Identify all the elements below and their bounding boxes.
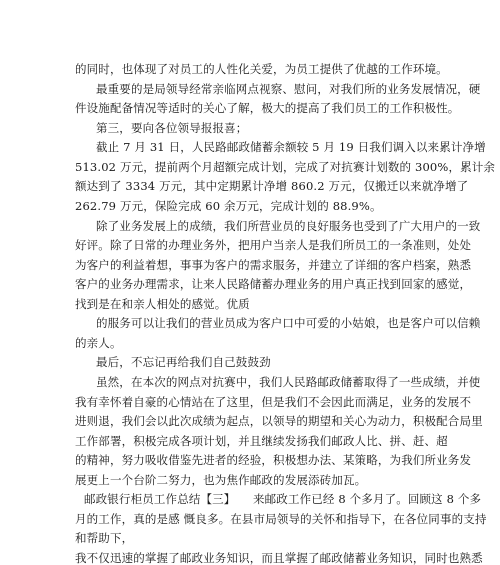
text-line: 找到是在和亲人相处的感觉。优质 [75,296,250,311]
text-line: 客户的业务办理需求，让来人民路储蓄办理业务的用户真正找到回家的感觉， [75,277,472,292]
text-line: 邮政银行柜员工作总结【三】 来邮政工作已经 8 个多月了。回顾这 8 个多 [84,492,482,507]
text-line: 和帮助下， [75,531,134,546]
text-line: 的同时，也体现了对员工的人性化关爱，为员工提供了优越的工作环境。 [75,62,448,76]
text-line: 件设施配备情况等适时的关心了解，极大的提高了我们员工的工作积极性。 [75,101,460,116]
text-line: 虽然，在本次的网点对抗赛中，我们人民路邮政储蓄取得了一些成绩，并使 [96,375,481,389]
text-line: 513.02 万元，提前两个月超额完成计划，完成了对抗赛计划数的 300%，累计余 [75,159,496,174]
text-line: 最重要的是局领导经常亲临网点视察、慰问，对我们所的业务发展情况，硬 [96,81,481,96]
text-line: 第三，要向各位领导报报喜； [96,120,248,135]
text-line: 工作部署，积极完成各项计划，并且继续发扬我们邮政人比、拼、赶、超 [75,433,448,448]
text-line: 进则退，我们会以此次成绩为起点，以领导的期望和关心为动力，积极配合局里 [75,414,483,429]
text-line: 的服务可以让我们的营业员成为客户口中可爱的小姑娘，也是客户可以信赖 [96,316,481,331]
text-line: 额达到了 3334 万元，其中定期累计净增 860.2 万元，仅搬迁以来就净增了 [75,179,469,194]
text-line: 262.79 万元，保险完成 60 余万元，完成计划的 88.9%。 [75,198,382,213]
text-line: 好评。除了日常的办理业务外，把用户当亲人是我们所员工的一条准则，处处 [75,238,472,252]
text-line: 最后，不忘记再给我们自己鼓鼓劲 [96,355,271,370]
text-line: 截止 7 月 31 日，人民路邮政储蓄余额较 5 月 19 日我们调入以来累计净增 [96,140,486,155]
text-line: 的亲人。 [75,335,122,350]
text-line: 为客户的利益着想，事事为客户的需求服务，并建立了详细的客户档案，熟悉 [75,257,472,272]
text-line: 除了业务发展上的成绩，我们所营业员的良好服务也受到了广大用户的一致 [96,218,481,233]
text-line: 我有幸怀着自豪的心情站在了这里，但是我们不会因此而满足，业务的发展不 [75,394,472,409]
text-line: 月的工作，真的是感 慨良多。在县市局领导的关怀和指导下，在各位同事的支持 [75,511,487,526]
text-line: 的精神，努力吸收借鉴先进者的经验，积极想办法、某策略，为我们所业务发 [75,453,472,468]
text-line: 我不仅迅速的掌握了邮政业务知识，而且掌握了邮政储蓄业务知识，同时也熟悉 [75,551,483,565]
text-line: 展更上一个台阶二努力，也为焦作邮政的发展添砖加瓦。 [75,472,367,487]
